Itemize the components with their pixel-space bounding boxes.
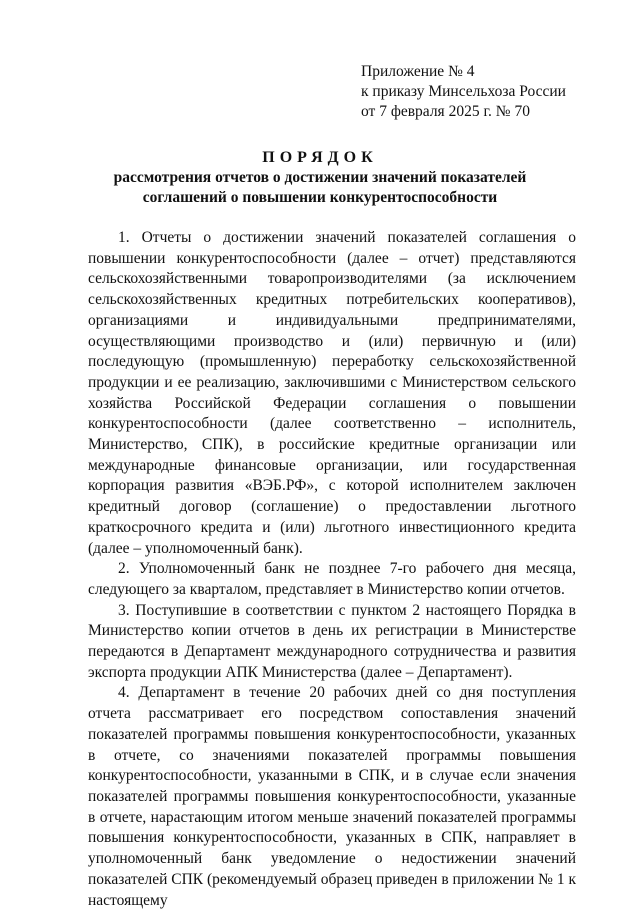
paragraph-1: 1. Отчеты о достижении значений показателей соглашения о повышении конкурентоспособности (далее – отчет) представляются сельскохозяйственными товаропроизводителями (за исключением сельскохозяйственных кредитных потребительских кооперативов), организациями и индивидуальными предпринимателями, осуществляющими производство и (или) первичную и (или) последующую (промышленную) переработку сельскохозяйственной продукции и ее реализацию, заключившими с Министерством сельского хозяйства Российской Федерации соглашения о повышении конкурентоспособности (далее соответственно – исполнитель, Министерство, СПК), в российские кредитные организации или международные финансовые организации, или государственная корпорация развития «ВЭБ.РФ», с которой исполнителем заключен кредитный договор (соглашение) о предоставлении льготного краткосрочного кредита и (или) льготного инвестиционного кредита (далее – уполномоченный банк). <box>88 229 576 557</box>
appendix-header <box>361 62 566 122</box>
document-subtitle-line-2: соглашений о повышении конкурентоспособности <box>142 189 498 206</box>
title-block <box>60 148 580 208</box>
document-body <box>88 228 576 911</box>
paragraph-2: 2. Уполномоченный банк не позднее 7-го рабочего дня месяца, следующего за кварталом, представляет в Министерство копии отчетов. <box>88 560 576 598</box>
appendix-number: Приложение № 4 <box>361 63 475 80</box>
appendix-order-date: от 7 февраля 2025 г. № 70 <box>361 103 530 120</box>
appendix-order-reference: к приказу Минсельхоза России <box>361 83 566 100</box>
paragraph-3: 3. Поступившие в соответствии с пунктом 2 настоящего Порядка в Министерство копии отчетов в день их регистрации в Министерстве передаются в Департамент международного сотрудничества и развития экспорта продукции АПК Министерства (далее – Департамент). <box>88 601 576 681</box>
paragraph-4: 4. Департамент в течение 20 рабочих дней со дня поступления отчета рассматривает его посредством сопоставления значений показателей программы повышения конкурентоспособности, указанных в отчете, со значениями показателей программы повышения конкурентоспособности, указанными в СПК, и в случае если значения показателей программы повышения конкурентоспособности, указанные в отчете, нарастающим итогом меньше значений показателей программы повышения конкурентоспособности, указанных в СПК, направляет в уполномоченный банк уведомление о недостижении значений показателей СПК (рекомендуемый образец приведен в приложении № 1 к настоящему <box>88 684 576 909</box>
document-subtitle-line-1: рассмотрения отчетов о достижении значений показателей <box>113 169 527 186</box>
document-title: ПОРЯДОК <box>262 149 378 166</box>
